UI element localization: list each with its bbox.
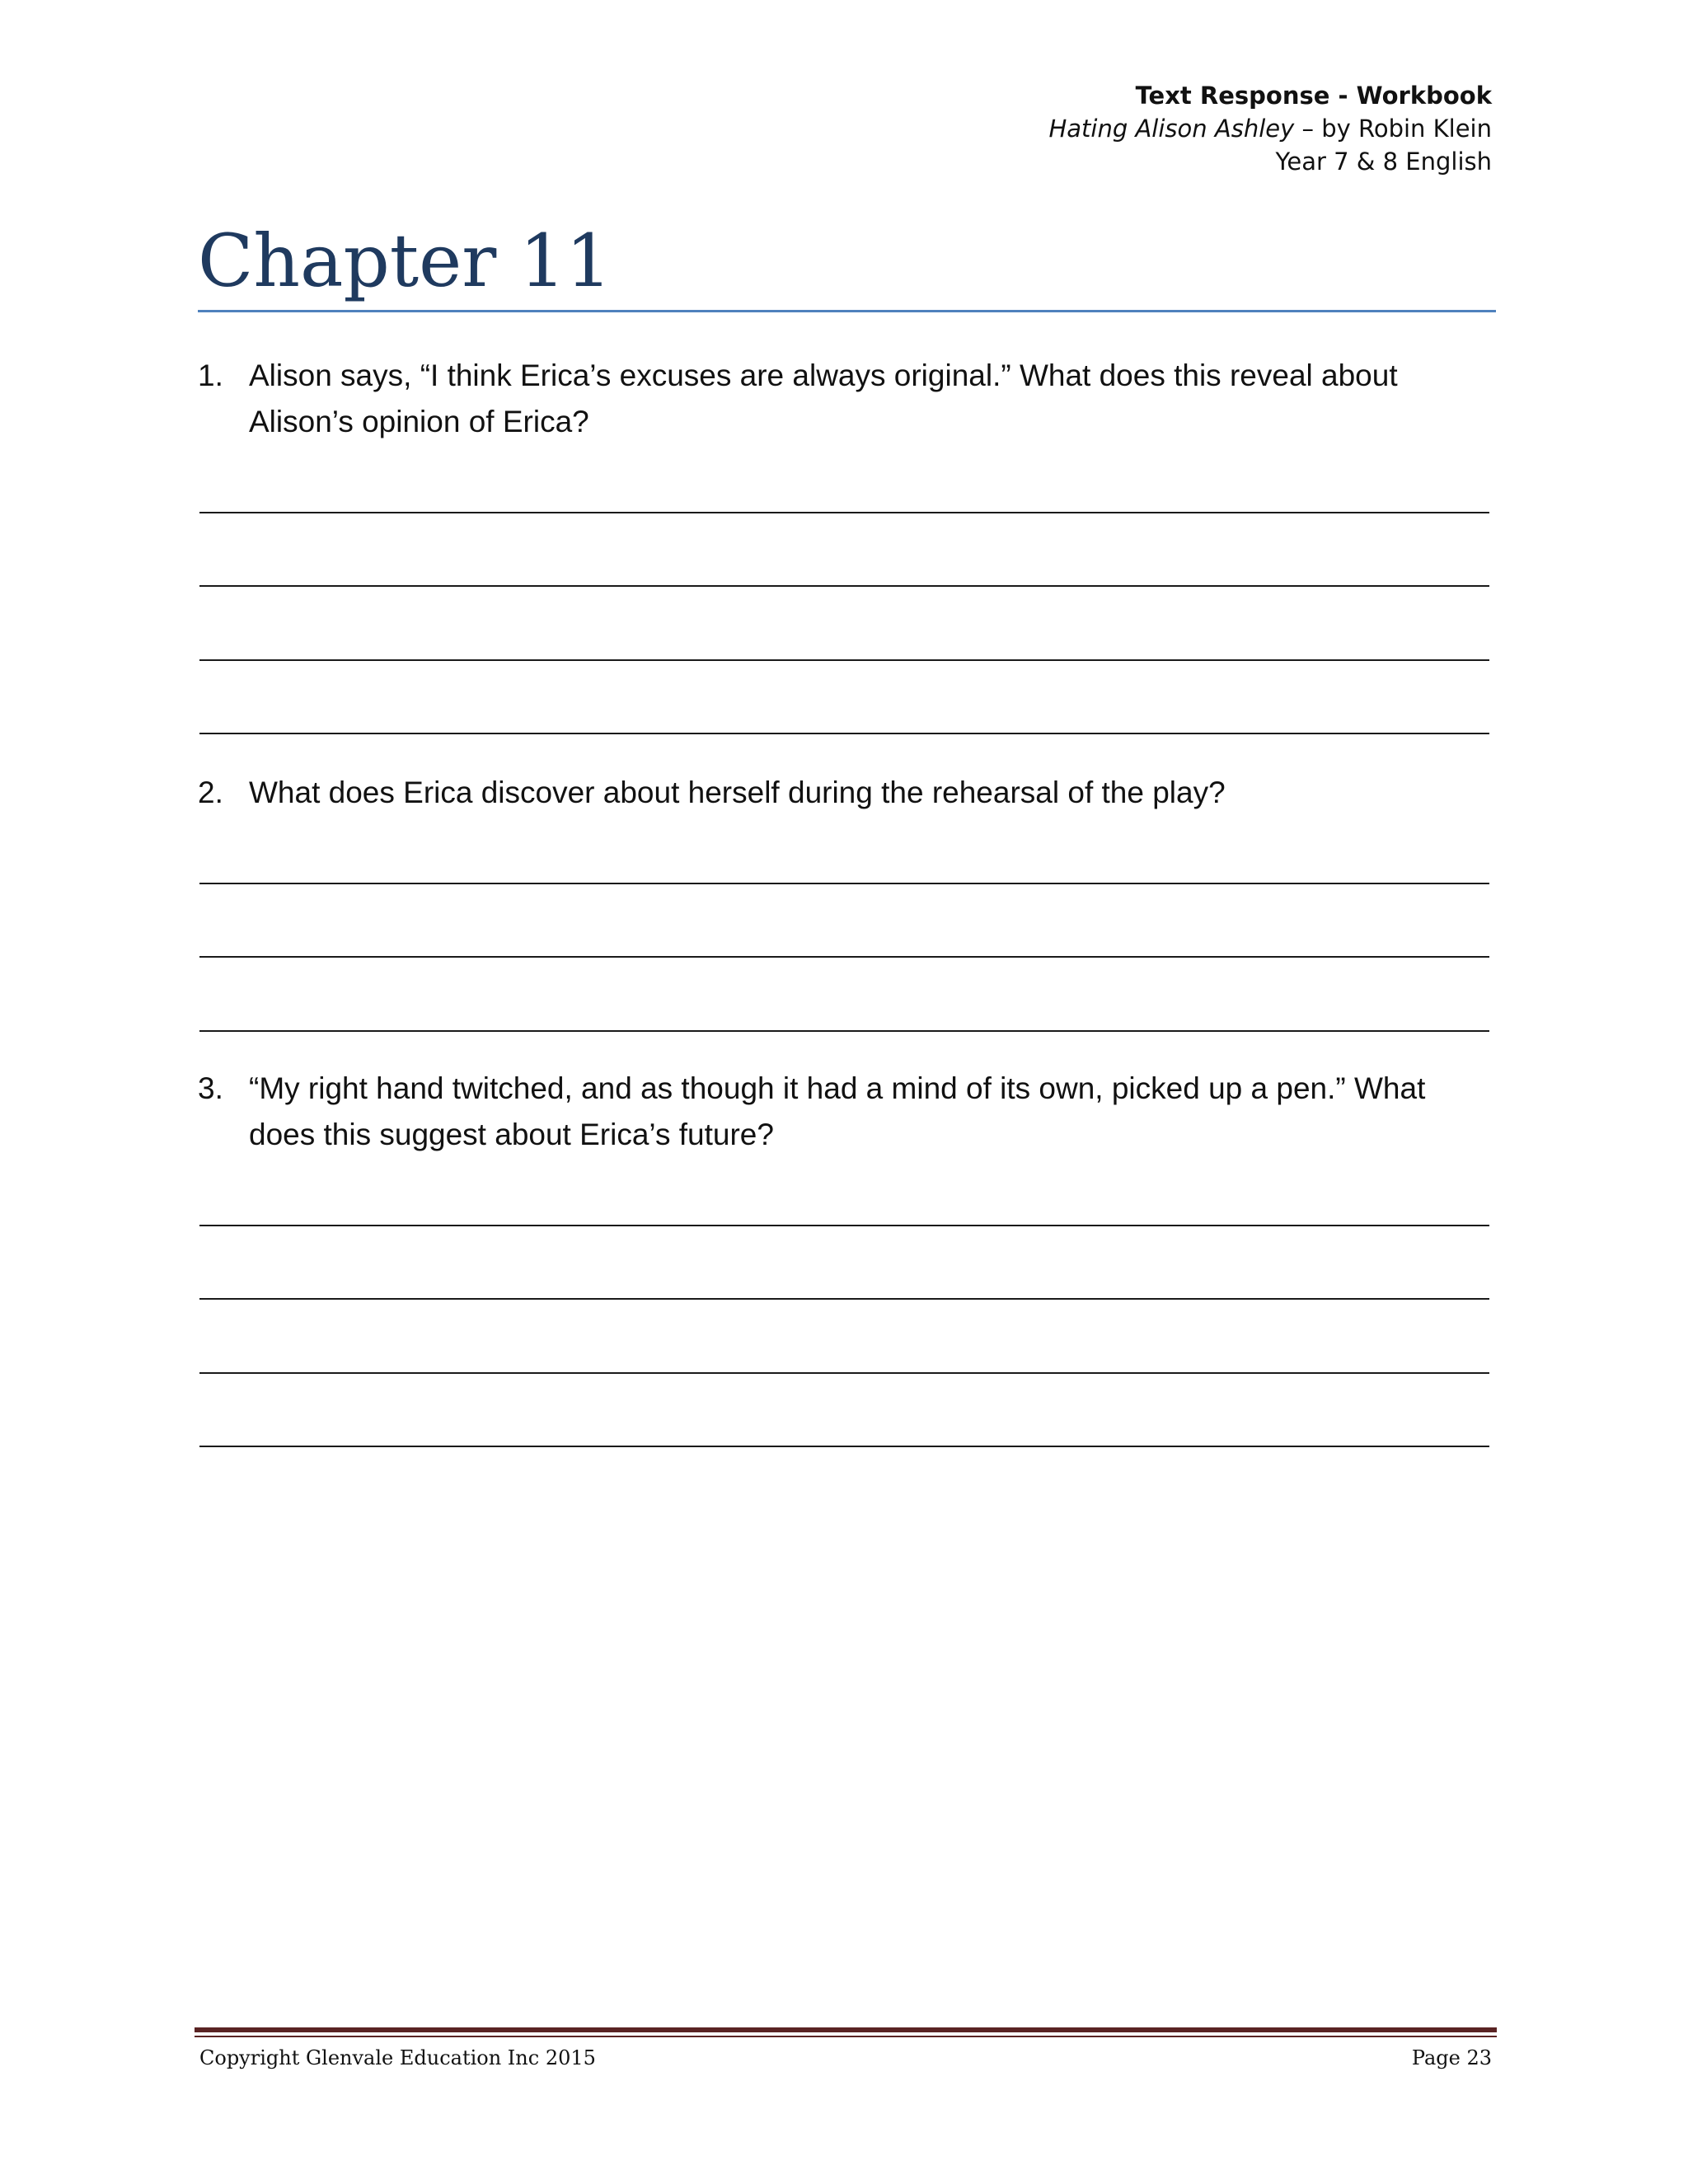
question-text: Alison says, “I think Erica’s excuses are always original.” What does this reveal about Alison’s opinion of Erica? [249,359,1398,438]
question-1 [198,353,1459,445]
answer-line[interactable] [199,1225,1489,1226]
footer-page-number: Page 23 [1411,2046,1492,2069]
question-2 [198,770,1459,816]
answer-line[interactable] [199,733,1489,734]
answer-line[interactable] [199,1372,1489,1374]
running-header [1048,79,1492,178]
chapter-underline [198,310,1496,312]
question-text: “My right hand twitched, and as though it had a mind of its own, picked up a pen.” What does this suggest about Erica’s future? [249,1071,1426,1151]
footer-copyright: Copyright Glenvale Education Inc 2015 [199,2046,596,2069]
answer-line[interactable] [199,956,1489,958]
workbook-title: Text Response - Workbook [1135,82,1492,110]
answer-line[interactable] [199,883,1489,884]
answer-line[interactable] [199,585,1489,587]
year-level: Year 7 & 8 English [1275,148,1492,176]
answer-line[interactable] [199,512,1489,513]
book-author: – by Robin Klein [1294,115,1492,143]
question-number: 2. [198,776,223,809]
footer-rule [195,2027,1497,2032]
answer-line[interactable] [199,1446,1489,1447]
book-title: Hating Alison Ashley [1048,115,1295,143]
answer-line[interactable] [199,659,1489,661]
question-number: 3. [198,1071,223,1105]
footer-rule-thin [195,2036,1497,2037]
question-3 [198,1066,1459,1158]
book-line [1048,112,1492,145]
chapter-title: Chapter 11 [198,218,612,303]
question-text: What does Erica discover about herself during the rehearsal of the play? [249,776,1226,809]
answer-line[interactable] [199,1298,1489,1300]
answer-line[interactable] [199,1030,1489,1032]
question-number: 1. [198,359,223,392]
